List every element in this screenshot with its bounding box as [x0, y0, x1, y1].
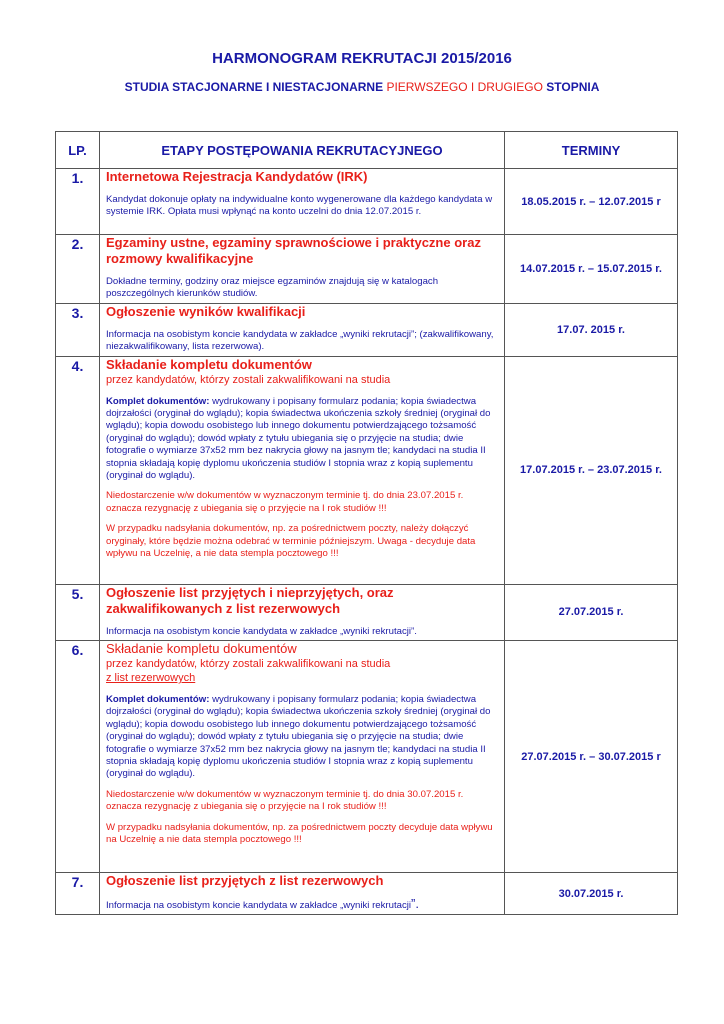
row-number: 5.	[56, 584, 100, 640]
table-row	[56, 169, 678, 235]
stage-subheading: przez kandydatów, którzy zostali zakwalifikowani na studia	[106, 373, 391, 386]
documents-text: wydrukowany i popisany formularz podania; kopia świadectwa dojrzałości (oryginał do wglądu); kopia świadectwa ukończenia szkoły średniej (oryginał do wglądu); kopia dowodu osobistego lub innego dokumentu potwierdzającego tożsamość (oryginał do wglądu); dowód wpłaty z tytułu ubiegania się o przyjęcie na studia; dwie fotografie o wymiarze 37x52 mm bez nakrycia głowy na jasnym tle; kandydaci na studia II stopnia składają kopię dyplomu ukończenia studiów I stopnia wraz z kopią suplementu (oryginał do wglądu).	[106, 395, 491, 482]
stage-heading: Składanie kompletu dokumentów	[106, 641, 297, 657]
documents-text: wydrukowany i popisany formularz podania; kopia świadectwa dojrzałości (oryginał do wglądu); kopia świadectwa ukończenia szkoły średniej (oryginał do wglądu); kopia dowodu osobistego lub innego dokumentu potwierdzającego tożsamość (oryginał do wglądu); dowód wpłaty z tytułu ubiegania się o przyjęcie na studia; dwie fotografie o wymiarze 37x52 mm bez nakrycia głowy na jasnym tle; kandydaci na studia II stopnia składają kopię dyplomu ukończenia studiów I stopnia wraz z kopią suplementu (oryginał do wglądu).	[106, 694, 491, 780]
row-number: 7.	[56, 873, 100, 915]
stage-description: Informacja na osobistym koncie kandydata w zakładce „wyniki rekrutacji”.	[106, 625, 417, 637]
stage-heading: Składanie kompletu dokumentów	[106, 356, 312, 372]
header-terms: TERMINY	[505, 132, 678, 169]
row-term: 14.07.2015 r. – 15.07.2015 r.	[505, 235, 678, 304]
stage-heading: Ogłoszenie list przyjętych i nieprzyjętych, oraz zakwalifikowanych z list rezerwowych	[106, 584, 394, 616]
table-row	[56, 235, 678, 304]
stage-heading: Ogłoszenie list przyjętych z list rezerwowych	[106, 873, 384, 889]
document-subtitle	[0, 80, 724, 94]
table-row	[56, 356, 678, 584]
row-number: 2.	[56, 235, 100, 304]
table-row	[56, 303, 678, 356]
document-title: HARMONOGRAM REKRUTACJI 2015/2016	[212, 50, 512, 67]
stage-heading: Ogłoszenie wyników kwalifikacji	[106, 303, 306, 319]
stage-description: Kandydat dokonuje opłaty na indywidualne konto wygenerowane dla każdego kandydata w systemie IRK. Opłata musi wpłynąć na konto uczelni do dnia 12.07.2015 r.	[106, 194, 493, 218]
table-row	[56, 641, 678, 873]
row-stage	[100, 303, 505, 356]
mail-notice: W przypadku nadsyłania dokumentów, np. za pośrednictwem poczty decyduje data wpływu na Uczelnię a nie data stempla pocztowego !!!	[106, 821, 493, 846]
row-term: 27.07.2015 r.	[505, 584, 678, 640]
stage-heading: Egzaminy ustne, egzaminy sprawnościowe i praktyczne oraz rozmowy kwalifikacyjne	[106, 235, 481, 266]
row-number: 6.	[56, 641, 100, 873]
stage-description	[106, 898, 498, 912]
table-row	[56, 584, 678, 640]
row-stage	[100, 356, 505, 584]
schedule-table	[55, 131, 678, 915]
documents-list	[106, 694, 498, 781]
header-lp: LP.	[56, 132, 100, 169]
documents-label: Komplet dokumentów:	[106, 694, 210, 706]
row-stage	[100, 873, 505, 915]
documents-label: Komplet dokumentów:	[106, 395, 210, 407]
row-number: 4.	[56, 356, 100, 584]
stage-description: Dokładne terminy, godziny oraz miejsce egzaminów znajdują się w katalogach poszczególnych kierunków studiów.	[106, 276, 439, 300]
row-number: 3.	[56, 303, 100, 356]
mail-notice: W przypadku nadsyłania dokumentów, np. za pośrednictwem poczty, należy dołączyć oryginały, które będzie można odebrać w terminie późniejszym. Uwaga - decyduje data wpływu na Uczelnię, a nie data stempla pocztowego !!!	[106, 523, 476, 560]
row-term: 17.07. 2015 r.	[505, 303, 678, 356]
subtitle-part-3: STOPNIA	[546, 80, 600, 94]
row-term: 27.07.2015 r. – 30.07.2015 r	[505, 641, 678, 873]
row-term: 18.05.2015 r. – 12.07.2015 r	[505, 169, 678, 235]
deadline-warning: Niedostarczenie w/w dokumentów w wyznaczonym terminie tj. do dnia 23.07.2015 r. oznacza rezygnację z ubiegania się o przyjęcie na I rok studiów !!!	[106, 490, 464, 514]
table-header-row	[56, 132, 678, 169]
stage-subheading: przez kandydatów, którzy zostali zakwalifikowani na studia	[106, 658, 391, 671]
row-term: 17.07.2015 r. – 23.07.2015 r.	[505, 356, 678, 584]
stage-description: Informacja na osobistym koncie kandydata w zakładce „wyniki rekrutacji”; (zakwalifikowany, niezakwalifikowany, lista rezerwowa).	[106, 328, 494, 353]
stage-heading: Internetowa Rejestracja Kandydatów (IRK)	[106, 169, 368, 184]
header-stages: ETAPY POSTĘPOWANIA REKRUTACYJNEGO	[100, 132, 505, 169]
table-row	[56, 873, 678, 915]
row-stage	[100, 584, 505, 640]
row-stage	[100, 235, 505, 304]
deadline-warning: Niedostarczenie w/w dokumentów w wyznaczonym terminie tj. do dnia 30.07.2015 r. oznacza rezygnację z ubiegania się o przyjęcie na I rok studiów !!!	[106, 788, 464, 813]
subtitle-part-2: PIERWSZEGO I DRUGIEGO	[386, 80, 543, 94]
documents-list	[106, 396, 498, 483]
row-number: 1.	[56, 169, 100, 235]
stage-description-text: Informacja na osobistym koncie kandydata w zakładce „wyniki rekrutacji	[106, 900, 411, 912]
row-stage	[100, 641, 505, 873]
row-term: 30.07.2015 r.	[505, 873, 678, 915]
stage-description-end: ”.	[411, 896, 419, 912]
subtitle-part-1: STUDIA STACJONARNE I NIESTACJONARNE	[124, 80, 384, 94]
stage-subheading-reserve: z list rezerwowych	[106, 672, 196, 685]
row-stage	[100, 169, 505, 235]
